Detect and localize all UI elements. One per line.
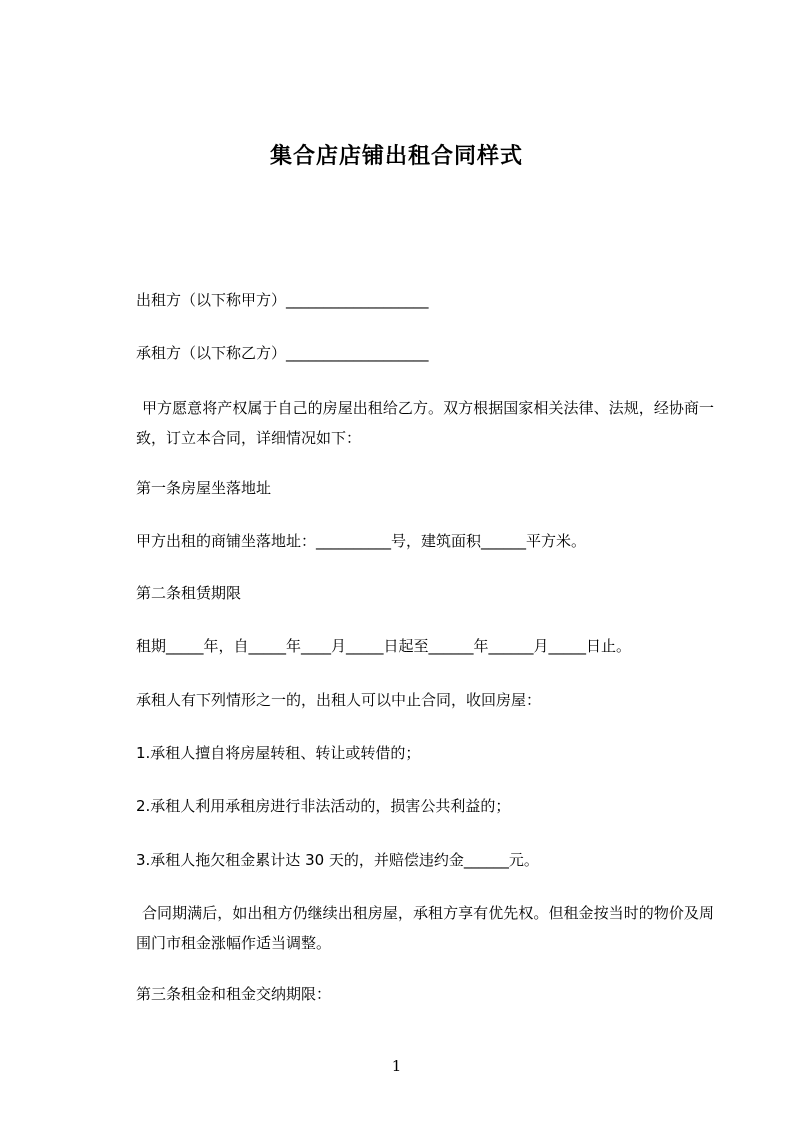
article1-text: 甲方出租的商铺坐落地址：__________号，建筑面积______平方米。 [136, 532, 587, 550]
lessor-line: 出租方（以下称甲方）___________________ [136, 291, 429, 309]
termination-item-1: 1.承租人擅自将房屋转租、转让或转借的； [136, 744, 421, 762]
article3-heading: 第三条租金和租金交纳期限： [136, 985, 332, 1003]
intro-paragraph: 甲方愿意将产权属于自己的房屋出租给乙方。双方根据国家相关法律、法规，经协商一致，订立本合同，详细情况如下： [136, 399, 714, 447]
renewal-paragraph: 合同期满后，如出租方仍继续出租房屋，承租方享有优先权。但租金按当时的物价及周围门市租金涨幅作适当调整。 [136, 904, 714, 952]
document-title: 集合店店铺出租合同样式 [269, 144, 523, 169]
termination-item-2: 2.承租人利用承租房进行非法活动的，损害公共利益的； [136, 797, 511, 815]
article2-heading: 第二条租赁期限 [136, 584, 242, 602]
article1-heading: 第一条房屋坐落地址 [136, 479, 272, 497]
termination-intro: 承租人有下列情形之一的，出租人可以中止合同，收回房屋： [136, 691, 542, 709]
lessee-line: 承租方（以下称乙方）___________________ [136, 344, 429, 362]
lease-term-line: 租期_____年，自_____年____月_____日起至______年______月_____日止。 [136, 637, 632, 655]
page-number: 1 [391, 1057, 402, 1075]
termination-item-3: 3.承租人拖欠租金累计达 30 天的，并赔偿违约金______元。 [136, 851, 539, 869]
